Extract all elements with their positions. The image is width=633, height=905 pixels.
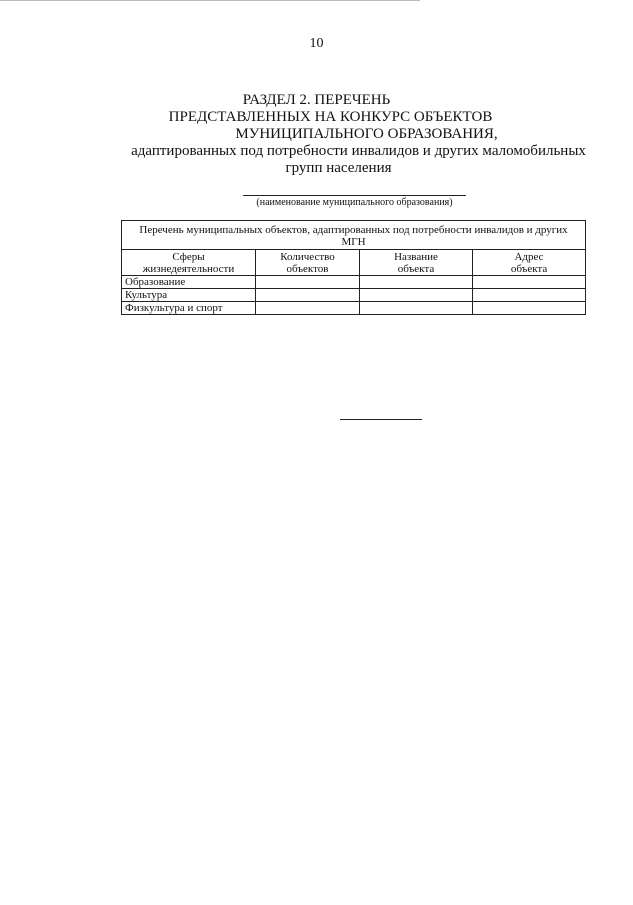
end-of-section-rule (340, 419, 422, 420)
column-header-address (473, 250, 586, 276)
municipality-name-field[interactable] (243, 195, 466, 196)
cell-name[interactable] (360, 289, 473, 302)
table-caption: Перечень муниципальных объектов, адаптированных под потребности инвалидов и других МГН (122, 221, 586, 250)
heading-line-3: МУНИЦИПАЛЬНОГО ОБРАЗОВАНИЯ, (235, 126, 498, 142)
heading-line-2: ПРЕДСТАВЛЕННЫХ НА КОНКУРС ОБЪЕКТОВ (168, 109, 493, 125)
cell-address[interactable] (473, 289, 586, 302)
row-sphere-education: Образование (122, 276, 256, 289)
column-header-count-line-2: объектов (286, 262, 329, 275)
top-edge-rule (0, 0, 420, 1)
heading-line-4: адаптированных под потребности инвалидов и других маломобильных (131, 143, 586, 159)
row-sphere-culture: Культура (122, 289, 256, 302)
cell-name[interactable] (360, 276, 473, 289)
table-row (122, 289, 586, 302)
municipality-name-caption: (наименование муниципального образования) (256, 197, 453, 208)
cell-count[interactable] (256, 302, 360, 315)
column-header-sphere-line-2: жизнедеятельности (142, 262, 235, 275)
table-row (122, 302, 586, 315)
column-header-sphere (122, 250, 256, 276)
column-header-sphere-line-1: Сферы (172, 250, 205, 263)
column-header-count (256, 250, 360, 276)
heading-line-1: РАЗДЕЛ 2. ПЕРЕЧЕНЬ (242, 92, 391, 108)
cell-address[interactable] (473, 302, 586, 315)
column-header-address-line-2: объекта (510, 262, 548, 275)
column-header-count-line-1: Количество (280, 250, 335, 263)
cell-address[interactable] (473, 276, 586, 289)
page-number: 10 (309, 36, 324, 51)
column-header-name (360, 250, 473, 276)
objects-table (121, 220, 586, 315)
column-header-name-line-1: Название (394, 250, 438, 263)
column-header-name-line-2: объекта (397, 262, 435, 275)
section-heading (0, 92, 633, 177)
column-header-address-line-1: Адрес (514, 250, 544, 263)
table-caption-row (122, 221, 586, 250)
table-row (122, 276, 586, 289)
cell-name[interactable] (360, 302, 473, 315)
heading-line-5: групп населения (285, 160, 392, 176)
table-header-row (122, 250, 586, 276)
cell-count[interactable] (256, 276, 360, 289)
row-sphere-sport: Физкультура и спорт (122, 302, 256, 315)
cell-count[interactable] (256, 289, 360, 302)
